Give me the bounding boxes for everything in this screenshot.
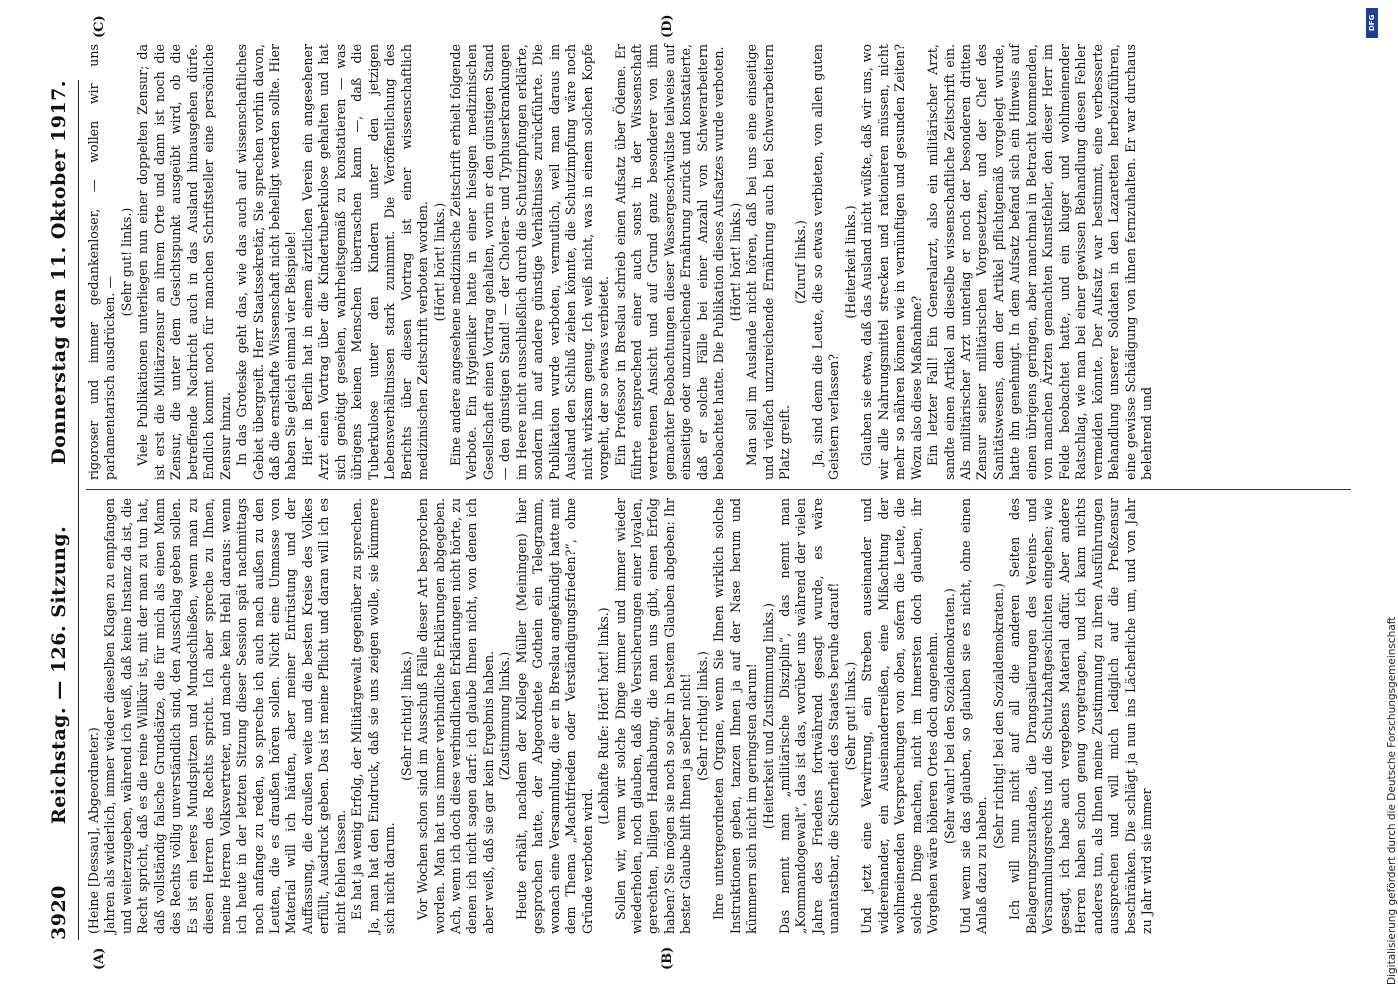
paragraph: Hier in Berlin hat in einem ärztlichen Verein ein angesehener Arzt einen Vortrag über die Kindertuberkulose gehalten und hat sich genötigt gesehen, wahrheitsgemäß zu konstatieren — was übrigens keinen Menschen überraschen kann —, daß die Tuberkulose unter den Kindern unter den jetzigen Lebensverhältnissen stark zunimmt. Die Veröffentlichung des Berichts über diesen Vortrag ist einer wissenschaftlich medizinischen Zeitschrift verboten worden. (299, 44, 431, 480)
interjection: (Zustimmung links.) (497, 651, 513, 781)
margin-marker-a: (A) (92, 947, 107, 970)
page-header (42, 80, 76, 940)
interjection: (Sehr wahr! bei den Sozialdemokraten.) (941, 588, 957, 844)
interjection: (Zuruf links.) (793, 220, 809, 304)
interjection: (Sehr gut! links.) (842, 661, 858, 771)
paragraph: Und wenn sie das glauben, so glauben sie es nicht, ohne einen Anlaß dazu zu haben. (958, 498, 990, 934)
margin-marker-b: (B) (660, 946, 675, 970)
interjection: (Heiterkeit und Zustimmung links.) (760, 602, 776, 830)
left-column (86, 498, 1356, 934)
paragraph: Eine andere angesehene medizinische Zeitschrift erhielt folgende Verbote. Ein Hygieniker hatte in einer hiesigen medizinischen Gesellschaft einen Vortrag gehalten, worin er den günstigen Stand — den günstigen Stand! — der Cholera- und Typhuserkrankungen im Heere nicht ausschließlich durch die Schutzimpfungen erklärte, sondern ihn auf andere günstige Verhältnisse zurückführte. Die Publikation wurde verboten, vermutlich, weil man daraus im Ausland den Schluß ziehen könnte, die Schutzimpfung wäre noch nicht wirksam genug. Ich weiß nicht, was in einem solchen Kopfe vorgeht, der so etwas verbietet. (447, 44, 612, 480)
paragraph: Es hat ja wenig Erfolg, der Militärgewalt gegenüber zu sprechen. Ja, man hat den Eindruck, daß sie uns zeigen wolle, sie kümmere sich nicht darum. (349, 498, 398, 934)
paragraph: Ja, sind denn die Leute, die so etwas verbieten, von allen guten Geistern verlassen? (809, 44, 842, 480)
interjection: (Sehr richtig! bei den Sozialdemokraten.) (990, 583, 1006, 849)
paragraph: Man soll im Auslande nicht hören, daß bei uns eine einseitige und vielfach unzureichende Ernährung auch bei Schwerarbeitern Platz greift. (744, 44, 793, 480)
interjection: (Hört! hört! links.) (431, 202, 447, 322)
dfg-logo: DFG (1366, 8, 1378, 38)
right-column (86, 44, 1356, 480)
paragraph: rigoroser und immer gedankenloser, — wollen wir uns parlamentarisch ausdrücken. — (86, 44, 118, 480)
interjection: (Lebhafte Rufe: Hört! hört! links.) (596, 607, 612, 825)
interjection: (Sehr richtig! links.) (694, 651, 710, 781)
paragraph: Glauben sie etwa, daß das Ausland nicht wüßte, daß wir uns, wo wir alle Nahrungsmittel strecken und rationieren müssen, nicht mehr so nähren können wie in vernünftigen und gesunden Zeiten? Wozu also diese Maßnahme? (859, 44, 924, 480)
session-date: Donnerstag den 11. Oktober 1917. (48, 80, 70, 465)
column-divider (86, 489, 1351, 490)
speaker-line: (Heine [Dessau], Abgeordneter.) (86, 727, 101, 934)
header-rule (78, 80, 79, 940)
paragraph: Heute erhält, nachdem der Kollege Müller (Meiningen) hier gesprochen hatte, der Abgeordnete Gothein ein Telegramm, wonach eine Versammlung, die er in Breslau angekündigt hatte mit dem Thema „Machtfrieden oder Verständigungsfrieden?“, ohne Gründe verboten wird. (513, 498, 595, 934)
interjection: (Sehr richtig! links.) (398, 651, 414, 781)
paragraph: Viele Publikationen unterliegen nun einer doppelten Zensur; da ist erst die Militärzensur an ihrem Orte und dann ist noch die Zensur, die unter dem Gesichtspunkt ausgeübt wird, ob die betreffende Nachricht auch in das Ausland hinausgehen dürfe. Endlich kommt noch für manchen Schriftsteller eine persönliche Zensur hinzu. (135, 44, 233, 480)
margin-marker-c: (C) (92, 15, 107, 38)
paragraph: Ein letzter Fall! Ein Generalarzt, also ein militärischer Arzt, sandte einen Artikel an dieselbe wissenschaftliche Zeitschrift ein. Als militärischer Arzt unterlag er noch der besonderen dritten Zensur seiner militärischen Vorgesetzten, und der Chef des Sanitätswesens, dem der Artikel pflichtgemäß vorgelegt wurde, hatte ihn genehmigt. In dem Aufsatz befand sich ein Hinweis auf einen übrigens geringen, aber manchmal in Betracht kommenden, von manchen Ärzten gemachten Kunstfehler, den dieser Herr im Felde beobachtet hatte, und ein kluger und wohlmeinender Ratschlag, wie man bei einer gewissen Behandlung diesen Fehler vermeiden könnte. Der Aufsatz war bestimmt, eine verbesserte Behandlung unserer Soldaten in den Lazaretten herbeizuführen, eine gewisse Schädigung von ihnen fernzuhalten. Er war durchaus belehrend und (925, 44, 1154, 480)
paragraph: Ein Professor in Breslau schrieb einen Aufsatz über Ödeme. Er führte entsprechend einer auch sonst in der Wissenschaft vertretenen Ansicht und auf Grund ganz besonderer von ihm gemachter Beobachtungen dieser Wassergeschwülste teilweise auf einseitige oder unzureichende Ernährung zurück und konstatierte, daß er solche Fälle bei einer Anzahl von Schwerarbeitern beobachtet hatte. Die Publikation dieses Aufsatzes wurde verboten. (612, 44, 727, 480)
interjection: (Sehr gut! links.) (118, 207, 134, 317)
paragraph: In das Groteske geht das, wie das auch auf wissenschaftliches Gebiet übergreift. Herr Staatssekretär, Sie sprechen vorhin davon, daß die ernsthafte Wissenschaft nicht behelligt werden sollte. Hier haben Sie gleich einmal vier Beispiele! (234, 44, 299, 480)
interjection: (Heiterkeit links.) (842, 205, 858, 319)
paragraph: Das nennt man „militärische Disziplin“, das nennt man „Kommandogewalt“, das ist das, worüber uns während der vielen Jahre des Friedens fortwährend gesagt wurde, es wäre unantastbar, die Sicherheit des Staates beruhe darauf! (777, 498, 842, 934)
interjection: (Hört! hört! links.) (727, 202, 743, 322)
paragraph: Ihre untergeordneten Organe, wenn Sie Ihnen wirklich solche Instruktionen geben, tanzen Ihnen ja auf der Nase herum und kümmern sich nicht im geringsten darum! (711, 498, 760, 934)
funding-caption: Digitalisierung gefördert durch die Deutsche Forschungsgemeinschaft (1386, 616, 1398, 985)
page-number: 3920 (48, 885, 70, 940)
paragraph: Vor Wochen schon sind im Ausschuß Fälle dieser Art besprochen worden. Man hat uns immer verbindliche Erklärungen abgegeben. Ach, wenn ich doch diese verbindlichen Erklärungen nicht hörte, zu denen ich nicht sagen darf: ich glaube Ihnen nicht, von denen ich aber weiß, daß sie gar kein Ergebnis haben. (415, 498, 496, 934)
session-title: Reichstag. — 126. Sitzung. (48, 525, 70, 825)
paragraph: Ich will nun nicht auf all die anderen Seiten des Belagerungszustandes, die Drangsalierungen des Vereins- und Versammlungsrechts und die Schutzhaftgeschichten eingehen; wie gesagt, ich habe auch vergebens Material dafür. Aber andere Herren haben schon genug vorgetragen, und ich kann nichts anderes tun, als Ihnen meine Zustimmung zu ihren Ausführungen aussprechen und will mich lediglich auf die Preßzensur beschränken. Die schlägt ja nun ins Lächerliche um, und von Jahr zu Jahr wird sie immer (1007, 498, 1154, 934)
paragraph: Sollen wir, wenn wir solche Dinge immer und immer wieder wiederholen, noch glauben, daß die Versicherungen einer loyalen, gerechten, billigen Handhabung, die man uns gibt, einen Erfolg haben? Sie mögen sie noch so sehr in bestem Glauben abgeben: Ihr bester Glaube hilft Ihnen ja selber nicht! (612, 498, 694, 934)
paragraph: Und jetzt eine Verwirrung, ein Streben auseinander und widereinander, ein Auseinanderreißen, eine Mißachtung der wohlmeinenden Versprechungen von oben, sofern die Leute, die solche Dinge machen, nicht im Innersten doch glauben, ihr Vorgehen wäre höheren Ortes doch angenehm. (859, 498, 941, 934)
margin-marker-d: (D) (660, 14, 675, 38)
paragraph: Jahren als widerlich, immer wieder dieselben Klagen zu empfangen und weiterzugeben, während ich weiß, daß keine Instanz da ist, die Recht spricht, daß es die reine Willkür ist, mit der man zu tun hat, daß vollständig falsche Grundsätze, die für mich als einen Mann des Rechts völlig unverständlich sind, den Ausschlag geben sollen. Es ist ein leeres Mundspitzen und Mundschließen, wenn man zu diesen Herren des Rechts spricht. Ich aber spreche zu Ihnen, meine Herren Volksvertreter, und mache kein Hehl daraus: wenn ich heute in der letzten Sitzung dieser Session spät nachmittags noch anfange zu reden, so spreche ich auch nach außen zu den Leuten, die es draußen hören sollen. Nicht eine Unmasse von Material will ich häufen, aber meiner Entrüstung und der Auffassung, die draußen weite und die besten Kreise des Volkes erfüllt, Ausdruck geben. Das ist meine Pflicht und daran will ich es nicht fehlen lassen. (102, 498, 348, 934)
